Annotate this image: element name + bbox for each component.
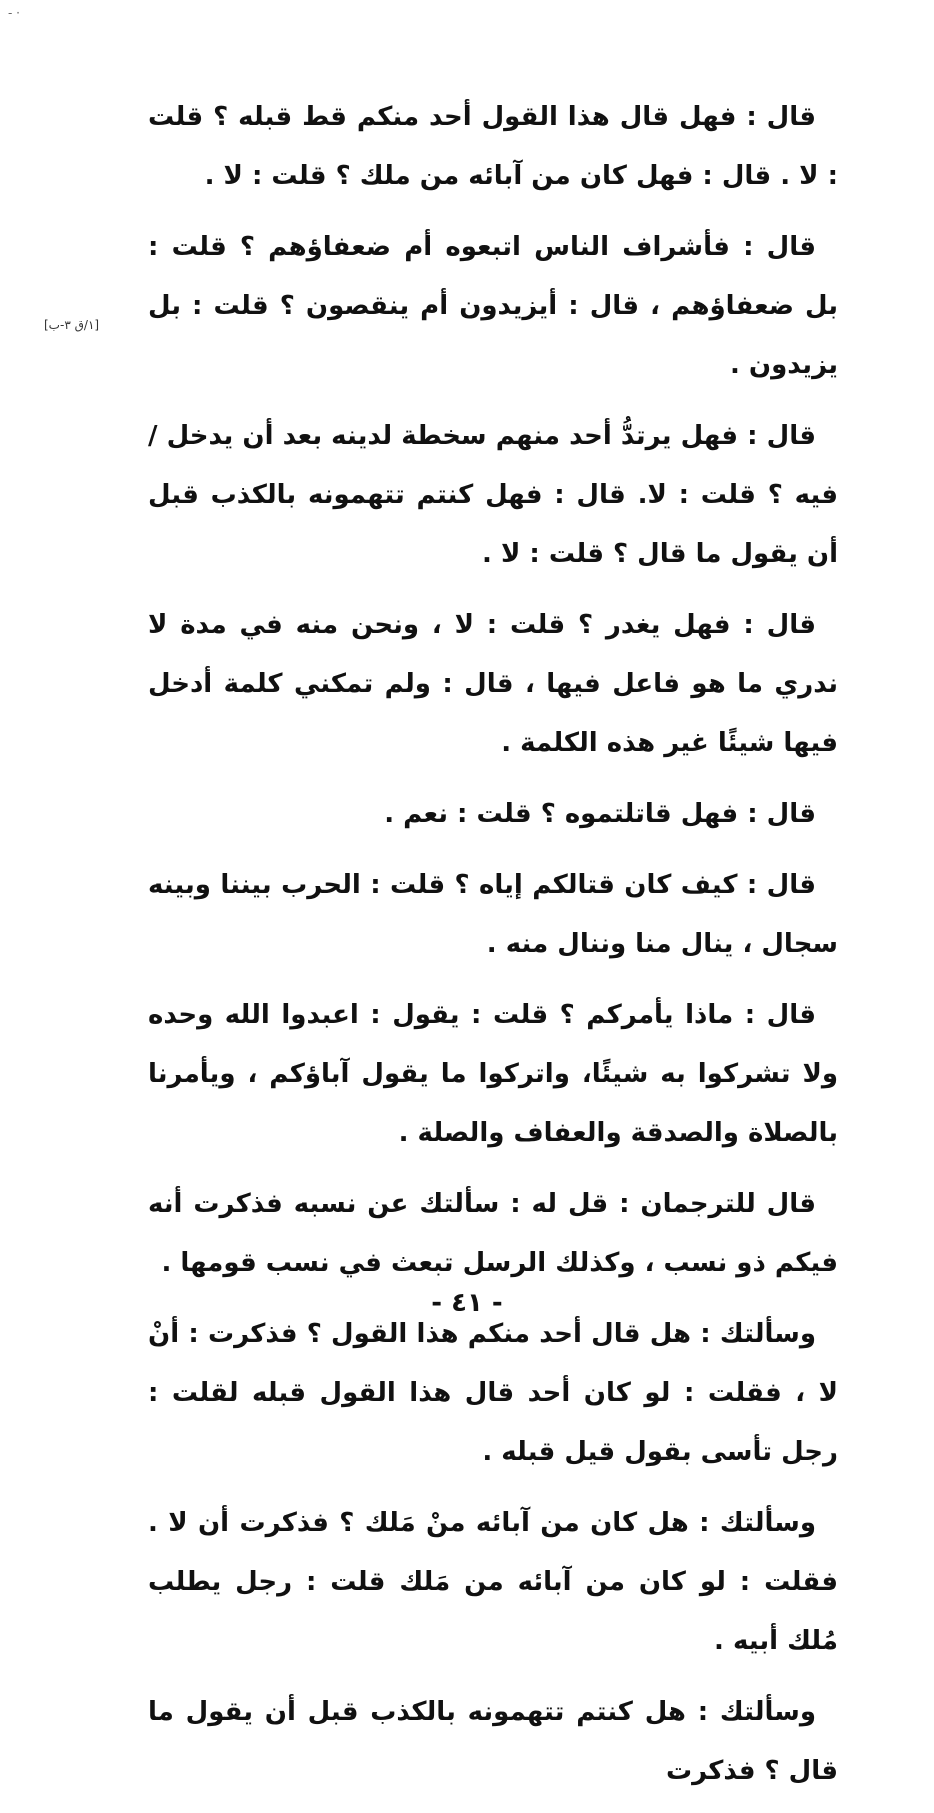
paragraph-5: قال : فهل قاتلتموه ؟ قلت : نعم . bbox=[384, 799, 816, 829]
paragraph-2: قال : فأشراف الناس اتبعوه أم ضعفاؤهم ؟ قلت : بل ضعفاؤهم ، قال : أيزيدون أم ينقصون ؟ قلت : بل يزيدون . bbox=[148, 232, 838, 380]
marginal-folio-note: [١/ق ٣-ب] bbox=[44, 318, 100, 332]
paragraph-10: وسألتك : هل كان من آبائه منْ مَلك ؟ فذكرت أن لا . فقلت : لو كان من آبائه من مَلك قلت : رجل يطلب مُلك أبيه . bbox=[148, 1508, 838, 1656]
page-number: - ٤١ - bbox=[431, 1288, 503, 1318]
paragraph-9: وسألتك : هل قال أحد منكم هذا القول ؟ فذكرت : أنْ لا ، فقلت : لو كان أحد قال هذا القول قبله لقلت : رجل تأسى بقول قيل قبله . bbox=[148, 1319, 838, 1467]
paragraph-4: قال : فهل يغدر ؟ قلت : لا ، ونحن منه في مدة لا ندري ما هو فاعل فيها ، قال : ولم تمكني كلمة أدخل فيها شيئًا غير هذه الكلمة . bbox=[148, 610, 838, 758]
paragraph-7: قال : ماذا يأمركم ؟ قلت : يقول : اعبدوا الله وحده ولا تشركوا به شيئًا، واتركوا ما يقول آباؤكم ، ويأمرنا بالصلاة والصدقة والعفاف والصلة . bbox=[148, 1000, 838, 1148]
body-text bbox=[148, 88, 838, 1813]
paragraph-3: قال : فهل يرتدُّ أحد منهم سخطة لدينه بعد أن يدخل / فيه ؟ قلت : لا. قال : فهل كنتم تتهمونه بالكذب قبل أن يقول ما قال ؟ قلت : لا . bbox=[148, 421, 838, 569]
paragraph-6: قال : كيف كان قتالكم إياه ؟ قلت : الحرب بيننا وبينه سجال ، ينال منا وننال منه . bbox=[148, 870, 838, 959]
corner-mark: - · bbox=[8, 6, 20, 20]
paragraph-11: وسألتك : هل كنتم تتهمونه بالكذب قبل أن يقول ما قال ؟ فذكرت bbox=[148, 1697, 838, 1786]
paragraph-8: قال للترجمان : قل له : سألتك عن نسبه فذكرت أنه فيكم ذو نسب ، وكذلك الرسل تبعث في نسب قومها . bbox=[148, 1189, 838, 1278]
paragraph-1: قال : فهل قال هذا القول أحد منكم قط قبله ؟ قلت : لا . قال : فهل كان من آبائه من ملك ؟ قلت : لا . bbox=[148, 102, 838, 191]
